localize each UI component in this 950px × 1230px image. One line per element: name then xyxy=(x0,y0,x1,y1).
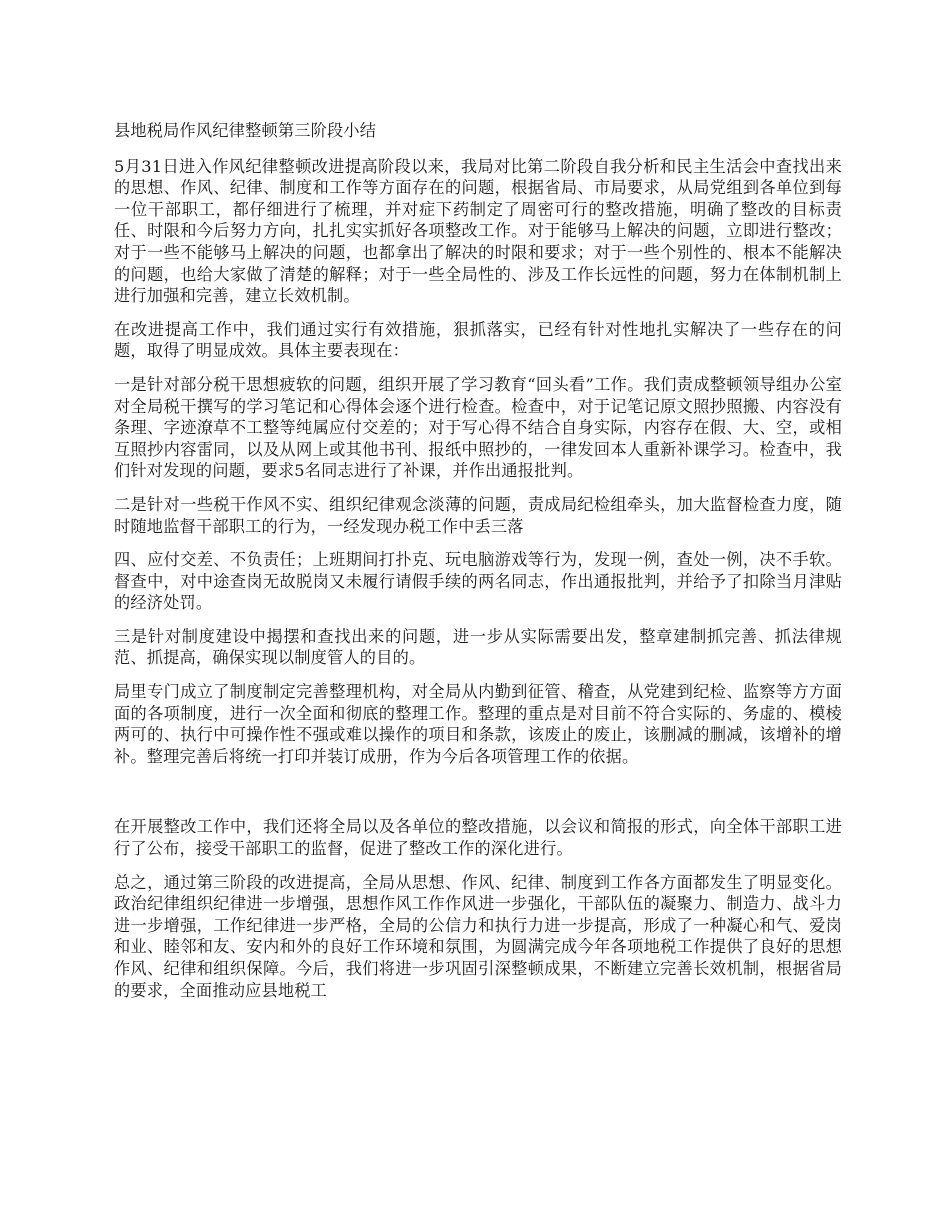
paragraph-point-two-continued: 四、应付交差、不负责任；上班期间打扑克、玩电脑游戏等行为，发现一例，查处一例，决不手软。督查中，对中途查岗无故脱岗又未履行请假手续的两名同志，作出通报批判，并给予了扣除当月津贴的经济处罚。 xyxy=(114,550,842,613)
paragraph-results-intro: 在改进提高工作中，我们通过实行有效措施，狠抓落实，已经有针对性地扎实解决了一些存在的问题，取得了明显成效。具体主要表现在： xyxy=(114,319,842,361)
paragraph-point-two: 二是针对一些税干作风不实、组织纪律观念淡薄的问题，责成局纪检组牵头，加大监督检查力度，随时随地监督干部职工的行为，一经发现办税工作中丢三落 xyxy=(114,494,842,536)
paragraph-publication: 在开展整改工作中，我们还将全局以及各单位的整改措施，以会议和简报的形式，向全体干部职工进行了公布，接受干部职工的监督，促进了整改工作的深化进行。 xyxy=(114,817,842,859)
paragraph-gap xyxy=(114,779,842,816)
paragraph-point-three: 三是针对制度建设中揭摆和查找出来的问题，进一步从实际需要出发，整章建制抓完善、抓法律规范、抓提高，确保实现以制度管人的目的。 xyxy=(114,626,842,668)
document-title: 县地税局作风纪律整顿第三阶段小结 xyxy=(114,121,377,140)
document-page xyxy=(114,120,842,1013)
paragraph-intro: 5月31日进入作风纪律整顿改进提高阶段以来，我局对比第二阶段自我分析和民主生活会中查找出来的思想、作风、纪律、制度和工作等方面存在的问题，根据省局、市局要求，从局党组到各单位到每一位干部职工，都仔细进行了梳理，并对症下药制定了周密可行的整改措施，明确了整改的目标责任、时限和今后努力方向，扎扎实实抓好各项整改工作。对于能够马上解决的问题，立即进行整改；对于一些不能够马上解决的问题，也都拿出了解决的时限和要求；对于一些个别性的、根本不能解决的问题，也给大家做了清楚的解释；对于一些全局性的、涉及工作长远性的问题，努力在体制机制上进行加强和完善，建立长效机制。 xyxy=(114,156,842,306)
paragraph-point-one: 一是针对部分税干思想疲软的问题，组织开展了学习教育“回头看”工作。我们责成整顿领导组办公室对全局税干撰写的学习笔记和心得体会逐个进行检查。检查中，对于记笔记原文照抄照搬、内容没有条理、字迹潦草不工整等纯属应付交差的；对于写心得不结合自身实际，内容存在假、大、空，或相互照抄内容雷同，以及从网上或其他书刊、报纸中照抄的，一律发回本人重新补课学习。检查中，我们针对发现的问题，要求5名同志进行了补课，并作出通报批判。 xyxy=(114,374,842,481)
paragraph-system-review: 局里专门成立了制度制定完善整理机构，对全局从内勤到征管、稽查，从党建到纪检、监察等方方面面的各项制度，进行一次全面和彻底的整理工作。整理的重点是对目前不符合实际的、务虚的、模棱两可的、执行中可操作性不强或难以操作的项目和条款，该废止的废止，该删减的删减，该增补的增补。整理完善后将统一打印并装订成册，作为今后各项管理工作的依据。 xyxy=(114,682,842,766)
paragraph-summary: 总之，通过第三阶段的改进提高，全局从思想、作风、纪律、制度到工作各方面都发生了明显变化。政治纪律组织纪律进一步增强，思想作风工作作风进一步强化，干部队伍的凝聚力、制造力、战斗力进一步增强，工作纪律进一步严格，全局的公信力和执行力进一步提高，形成了一种凝心和气、爱岗和业、睦邻和友、安内和外的良好工作环境和氛围，为圆满完成今年各项地税工作提供了良好的思想作风、纪律和组织保障。今后，我们将进一步巩固引深整顿成果，不断建立完善长效机制，根据省局的要求，全面推动应县地税工 xyxy=(114,872,842,1000)
